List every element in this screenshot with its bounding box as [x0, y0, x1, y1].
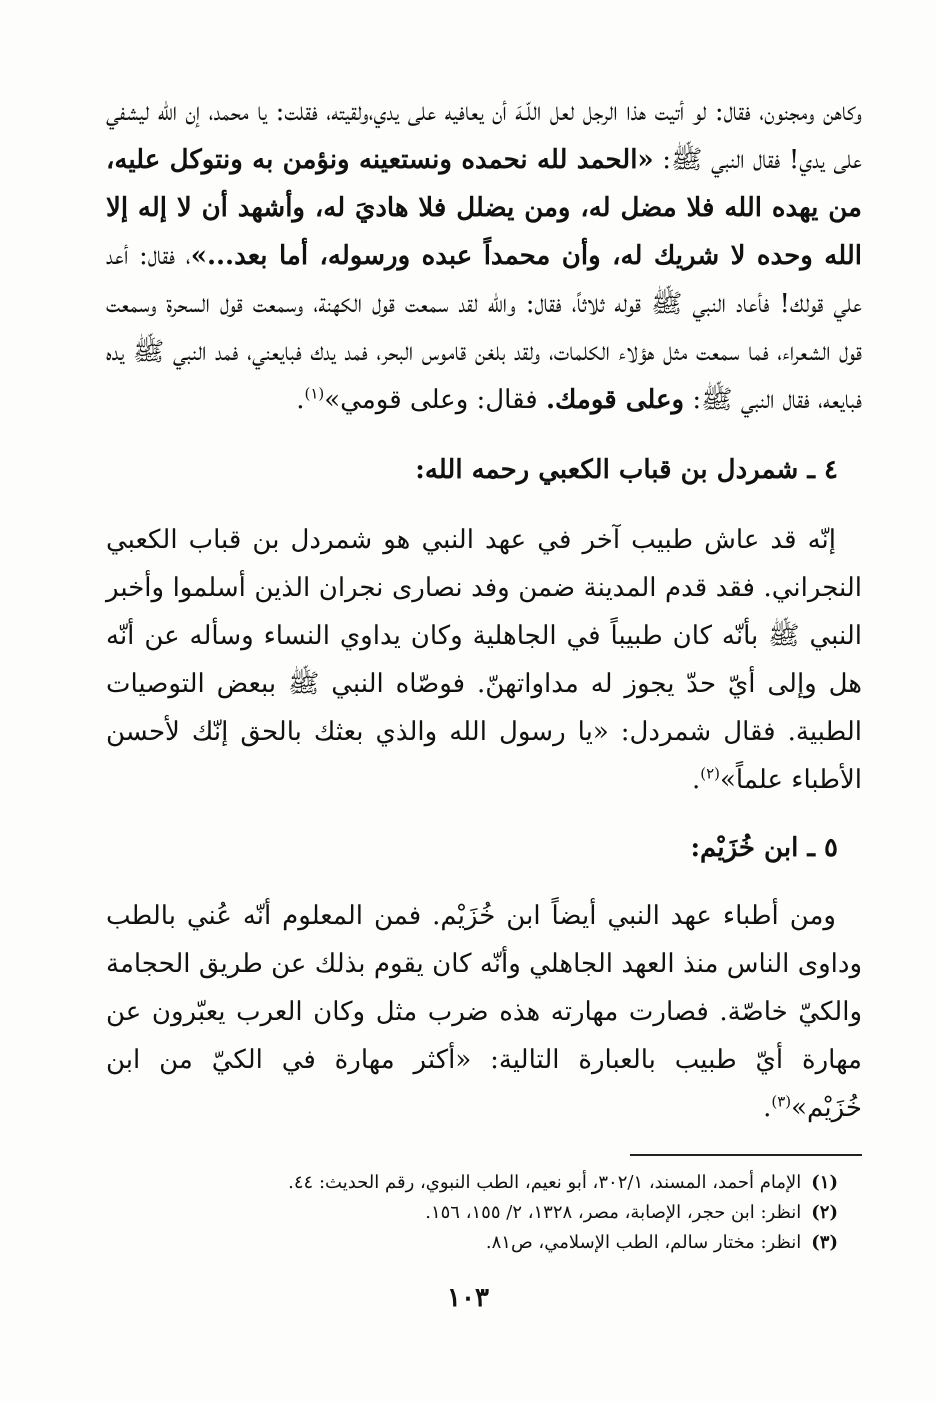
- page-number: ١٠٣: [447, 1283, 489, 1313]
- hadith-bold-quote: «الحمد لله نحمده ونستعينه ونؤمن به ونتوكل عليه، من يهده الله فلا مضل له، ومن يضلل فلا هاديَ له، وأشهد أن لا إله إلا الله وحده لا شريك له، وأن محمداً عبده ورسوله، أما بعد...»: [106, 145, 862, 271]
- footnote-ref-3: (٣): [771, 1092, 792, 1111]
- footnote-number: (٢): [811, 1202, 838, 1223]
- section-heading-ibn-khuzaym: ٥ ـ ابن خُزَيْم:: [690, 833, 838, 863]
- paragraph-hadith-end: فقال: وعلى قومي»: [324, 385, 546, 415]
- footnote-item: [106, 1198, 838, 1228]
- footnote-number: (١): [811, 1172, 838, 1193]
- footnote-ref-2: (٢): [700, 764, 721, 783]
- paragraph-hadith: [106, 88, 862, 424]
- paragraph-hadith-intro: وكاهن ومجنون، فقال: لو أتيت هذا الرجل لعل اللّـهَ أن يعافيه على يدي،ولقيته، فقلت: يا محمد، إن الله ليشفي على يدي! فقال النبي ﷺ:: [106, 97, 862, 175]
- paragraph-hadith-tail: .: [296, 385, 305, 415]
- footnote-number: (٣): [811, 1232, 838, 1253]
- paragraph-hadith-middle: ، فقال: أعد علي قولك! فأعاد النبي ﷺ قوله ثلاثاً، فقال: والله لقد سمعت قول الكهنة، وسمعت قول السحرة وسمعت قول الشعراء، فما سمعت مثل هؤلاء الكلمات، ولقد بلغن قاموس البحر، فمد يدك فبايعني، فمد النبي ﷺ يده فبايعه، فقال النبي ﷺ:: [106, 241, 862, 415]
- section-heading-shamardal: ٤ ـ شمردل بن قباب الكعبي رحمه الله:: [415, 455, 838, 485]
- paragraph-ibn-khuzaym-tail: .: [763, 1093, 772, 1123]
- paragraph-ibn-khuzaym-text: ومن أطباء عهد النبي أيضاً ابن خُزَيْم. فمن المعلوم أنّه عُني بالطب وداوى الناس منذ العهد الجاهلي وأنّه كان يقوم بذلك عن طريق الحجامة والكيّ خاصّة. فصارت مهارته هذه ضرب مثل وكان العرب يعبّرون عن مهارة أيّ طبيب بالعبارة التالية: «أكثر مهارة في الكيّ من ابن خُزَيْم»: [106, 901, 862, 1123]
- footnotes-list: [106, 1168, 862, 1258]
- footnote-ref-1: (١): [304, 384, 325, 403]
- footnote-item: [106, 1168, 838, 1198]
- footnote-text: الإمام أحمد، المسند، ٣٠٢/١، أبو نعيم، الطب النبوي، رقم الحديث: ٤٤.: [288, 1172, 802, 1193]
- paragraph-ibn-khuzaym: [106, 892, 862, 1132]
- footnote-text: انظر: ابن حجر، الإصابة، مصر، ١٣٢٨، ٢/ ١٥٥، ١٥٦.: [425, 1202, 802, 1223]
- hadith-bold-answer: وعلى قومك.: [545, 385, 685, 415]
- paragraph-shamardal-text: إنّه قد عاش طبيب آخر في عهد النبي هو شمردل بن قباب الكعبي النجراني. فقد قدم المدينة ضمن وفد نصارى نجران الذين أسلموا وأخبر النبي ﷺ بأنّه كان طبيباً في الجاهلية وكان يداوي النساء وسأله عن أنّه هل وإلى أيّ حدّ يجوز له مداواتهنّ. فوصّاه النبي ﷺ ببعض التوصيات الطبية. فقال شمردل: «يا رسول الله والذي بعثك بالحق إنّك لأحسن الأطباء علماً»: [106, 525, 862, 795]
- footnote-text: انظر: مختار سالم، الطب الإسلامي، ص٨١.: [485, 1232, 802, 1253]
- footnote-divider: [630, 1154, 862, 1156]
- paragraph-shamardal: [106, 516, 862, 804]
- paragraph-shamardal-tail: .: [691, 765, 701, 795]
- page-body: [106, 88, 862, 1258]
- footnote-item: [106, 1228, 838, 1258]
